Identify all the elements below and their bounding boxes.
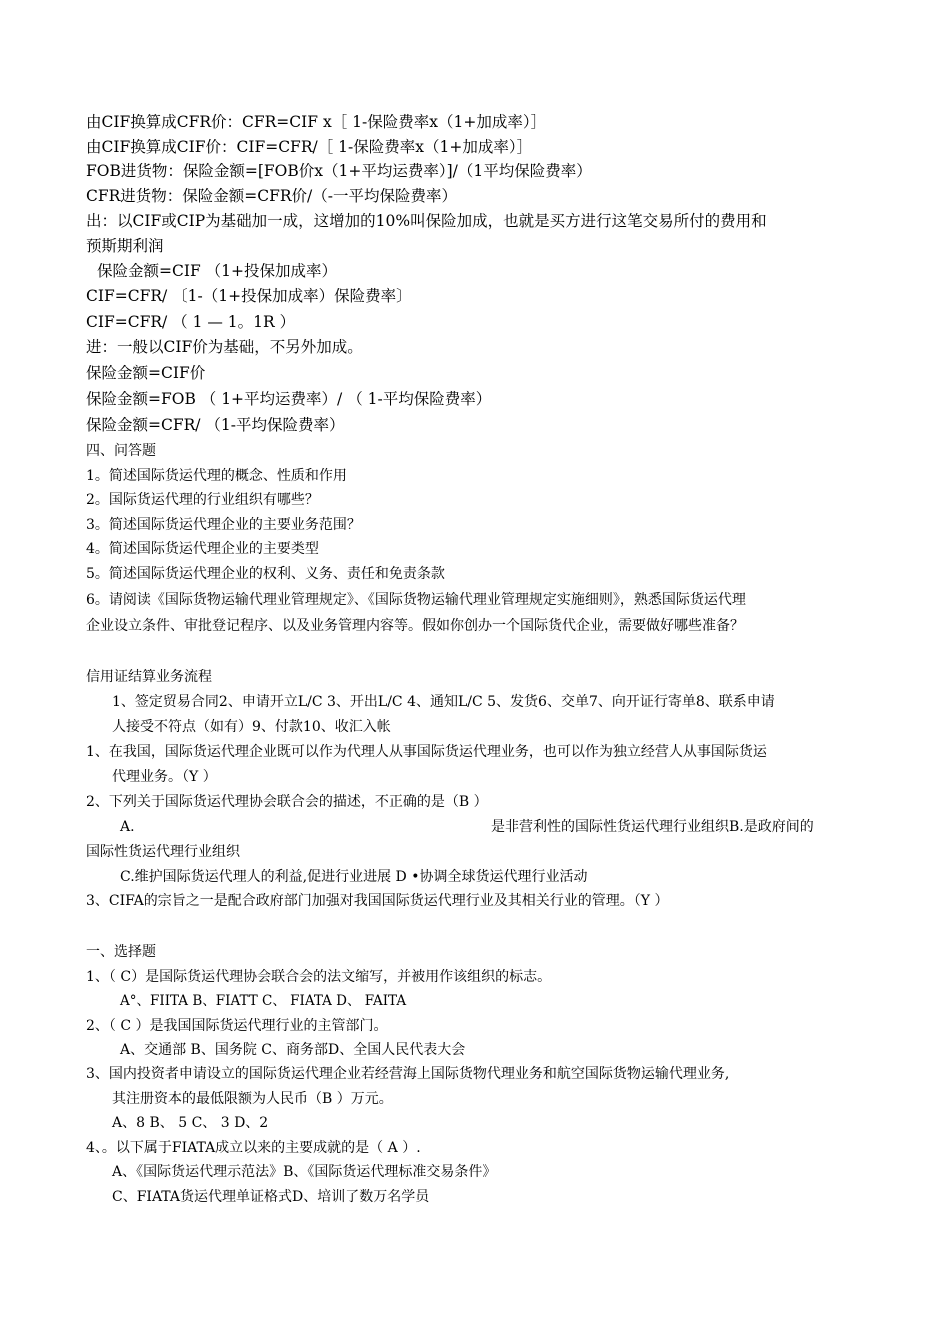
lc-steps-line1: 1、签定贸易合同2、申请开立L/C 3、开出L/C 4、通知L/C 5、发货6、交单7、向开证行寄单8、联系申请 [112,694,775,710]
lc-steps-line2: 人接受不符点（如有）9、付款10、收汇入帐 [112,719,391,735]
tf-item-2-option-a-text: 是非营利性的国际性货运代理行业组织B.是政府间的 [491,819,814,835]
qa-question-5: 5。简述国际货运代理企业的权利、义务、责任和免责条款 [86,566,445,582]
lc-process-title: 信用证结算业务流程 [86,669,212,685]
mc-question-4: 4、。以下属于FIATA成立以来的主要成就的是（ A ）. [86,1140,421,1156]
tf-item-2-option-c: C.维护国际货运代理人的利益,促进行业进展 D •协调全球货运代理行业活动 [120,869,588,885]
qa-question-1: 1。简述国际货运代理的概念、性质和作用 [86,468,347,484]
insured-amount-fob: 保险金额=FOB （ 1+平均运费率）/ （ 1-平均保险费率） [86,390,492,408]
mc-question-3-line1: 3、国内投资者申请设立的国际货运代理企业若经营海上国际货物代理业务和航空国际货物运输代理业务, [86,1066,730,1082]
cif-equation-2: CIF=CFR/ （ 1 — 1。1R ） [86,313,296,331]
import-note: 进：一般以CIF价为基础，不另外加成。 [86,338,363,356]
mc-question-4-options-2: C、FIATA货运代理单证格式D、培训了数万名学员 [112,1189,430,1205]
qa-question-6-line2: 企业设立条件、审批登记程序、以及业务管理内容等。假如你创办一个国际货代企业，需要做好哪些准备？ [86,618,744,634]
export-note-line2: 预斯期利润 [86,237,164,255]
mc-question-2-options: A、交通部 B、国务院 C、商务部D、全国人民代表大会 [120,1042,466,1058]
mc-question-1: 1、（ C）是国际货运代理协会联合会的法文缩写，并被用作该组织的标志。 [86,969,552,985]
insured-amount-cif: 保险金额=CIF价 [86,364,206,382]
qa-question-2: 2。国际货运代理的行业组织有哪些？ [86,492,319,508]
cif-equation-1: CIF=CFR/ 〔1-（1+投保加成率）保险费率〕 [86,287,412,305]
tf-item-2: 2、下列关于国际货运代理协会联合会的描述，不正确的是（B ） [86,794,488,810]
qa-question-4: 4。简述国际货运代理企业的主要类型 [86,541,319,557]
tf-item-2-option-a-continued: 国际性货运代理行业组织 [86,844,240,860]
qa-question-6-line1: 6。请阅读《国际货物运输代理业管理规定》、《国际货物运输代理业管理规定实施细则》，熟悉国际货运代理 [86,592,746,608]
mc-question-1-options: A°、FIITA B、FIATT C、 FIATA D、 FAITA [120,993,407,1009]
tf-item-1-line2: 代理业务。（Y ） [112,769,217,785]
qa-question-3: 3。简述国际货运代理企业的主要业务范围？ [86,517,361,533]
mc-question-3-options: A、8 B、 5 C、 3 D、2 [112,1115,269,1131]
formula-fob-import: FOB进货物：保险金额=[FOB价x（1+平均运费率）]/（1平均保险费率） [86,162,592,180]
insured-amount-formula: 保险金额=CIF （1+投保加成率） [97,262,338,280]
formula-cif-to-cfr: 由CIF换算成CFR价：CFR=CIF x［ 1-保险费率x（1+加成率）］ [86,113,547,131]
tf-item-3: 3、CIFA的宗旨之一是配合政府部门加强对我国国际货运代理行业及其相关行业的管理。（Y ） [86,893,669,909]
formula-cfr-import: CFR进货物：保险金额=CFR价/（-一平均保险费率） [86,187,458,205]
export-note-line1: 出：以CIF或CIP为基础加一成，这增加的10%叫保险加成，也就是买方进行这笔交易所付的费用和 [86,212,767,230]
mc-question-2: 2、（ C ）是我国国际货运代理行业的主管部门。 [86,1018,388,1034]
mc-question-4-options-1: A、《国际货运代理示范法》B、《国际货运代理标准交易条件》 [112,1164,497,1180]
qa-heading: 四、问答题 [86,443,156,459]
tf-item-2-option-a-label: A. [120,819,135,835]
tf-item-1-line1: 1、在我国，国际货运代理企业既可以作为代理人从事国际货运代理业务，也可以作为独立经营人从事国际货运 [86,744,767,760]
insured-amount-cfr: 保险金额=CFR/ （1-平均保险费率） [86,416,345,434]
mc-question-3-line2: 其注册资本的最低限额为人民币（B ）万元。 [112,1091,393,1107]
mc-heading: 一、选择题 [86,944,156,960]
formula-cif-to-cif: 由CIF换算成CIF价：CIF=CFR/［ 1-保险费率x（1+加成率）］ [86,138,533,156]
